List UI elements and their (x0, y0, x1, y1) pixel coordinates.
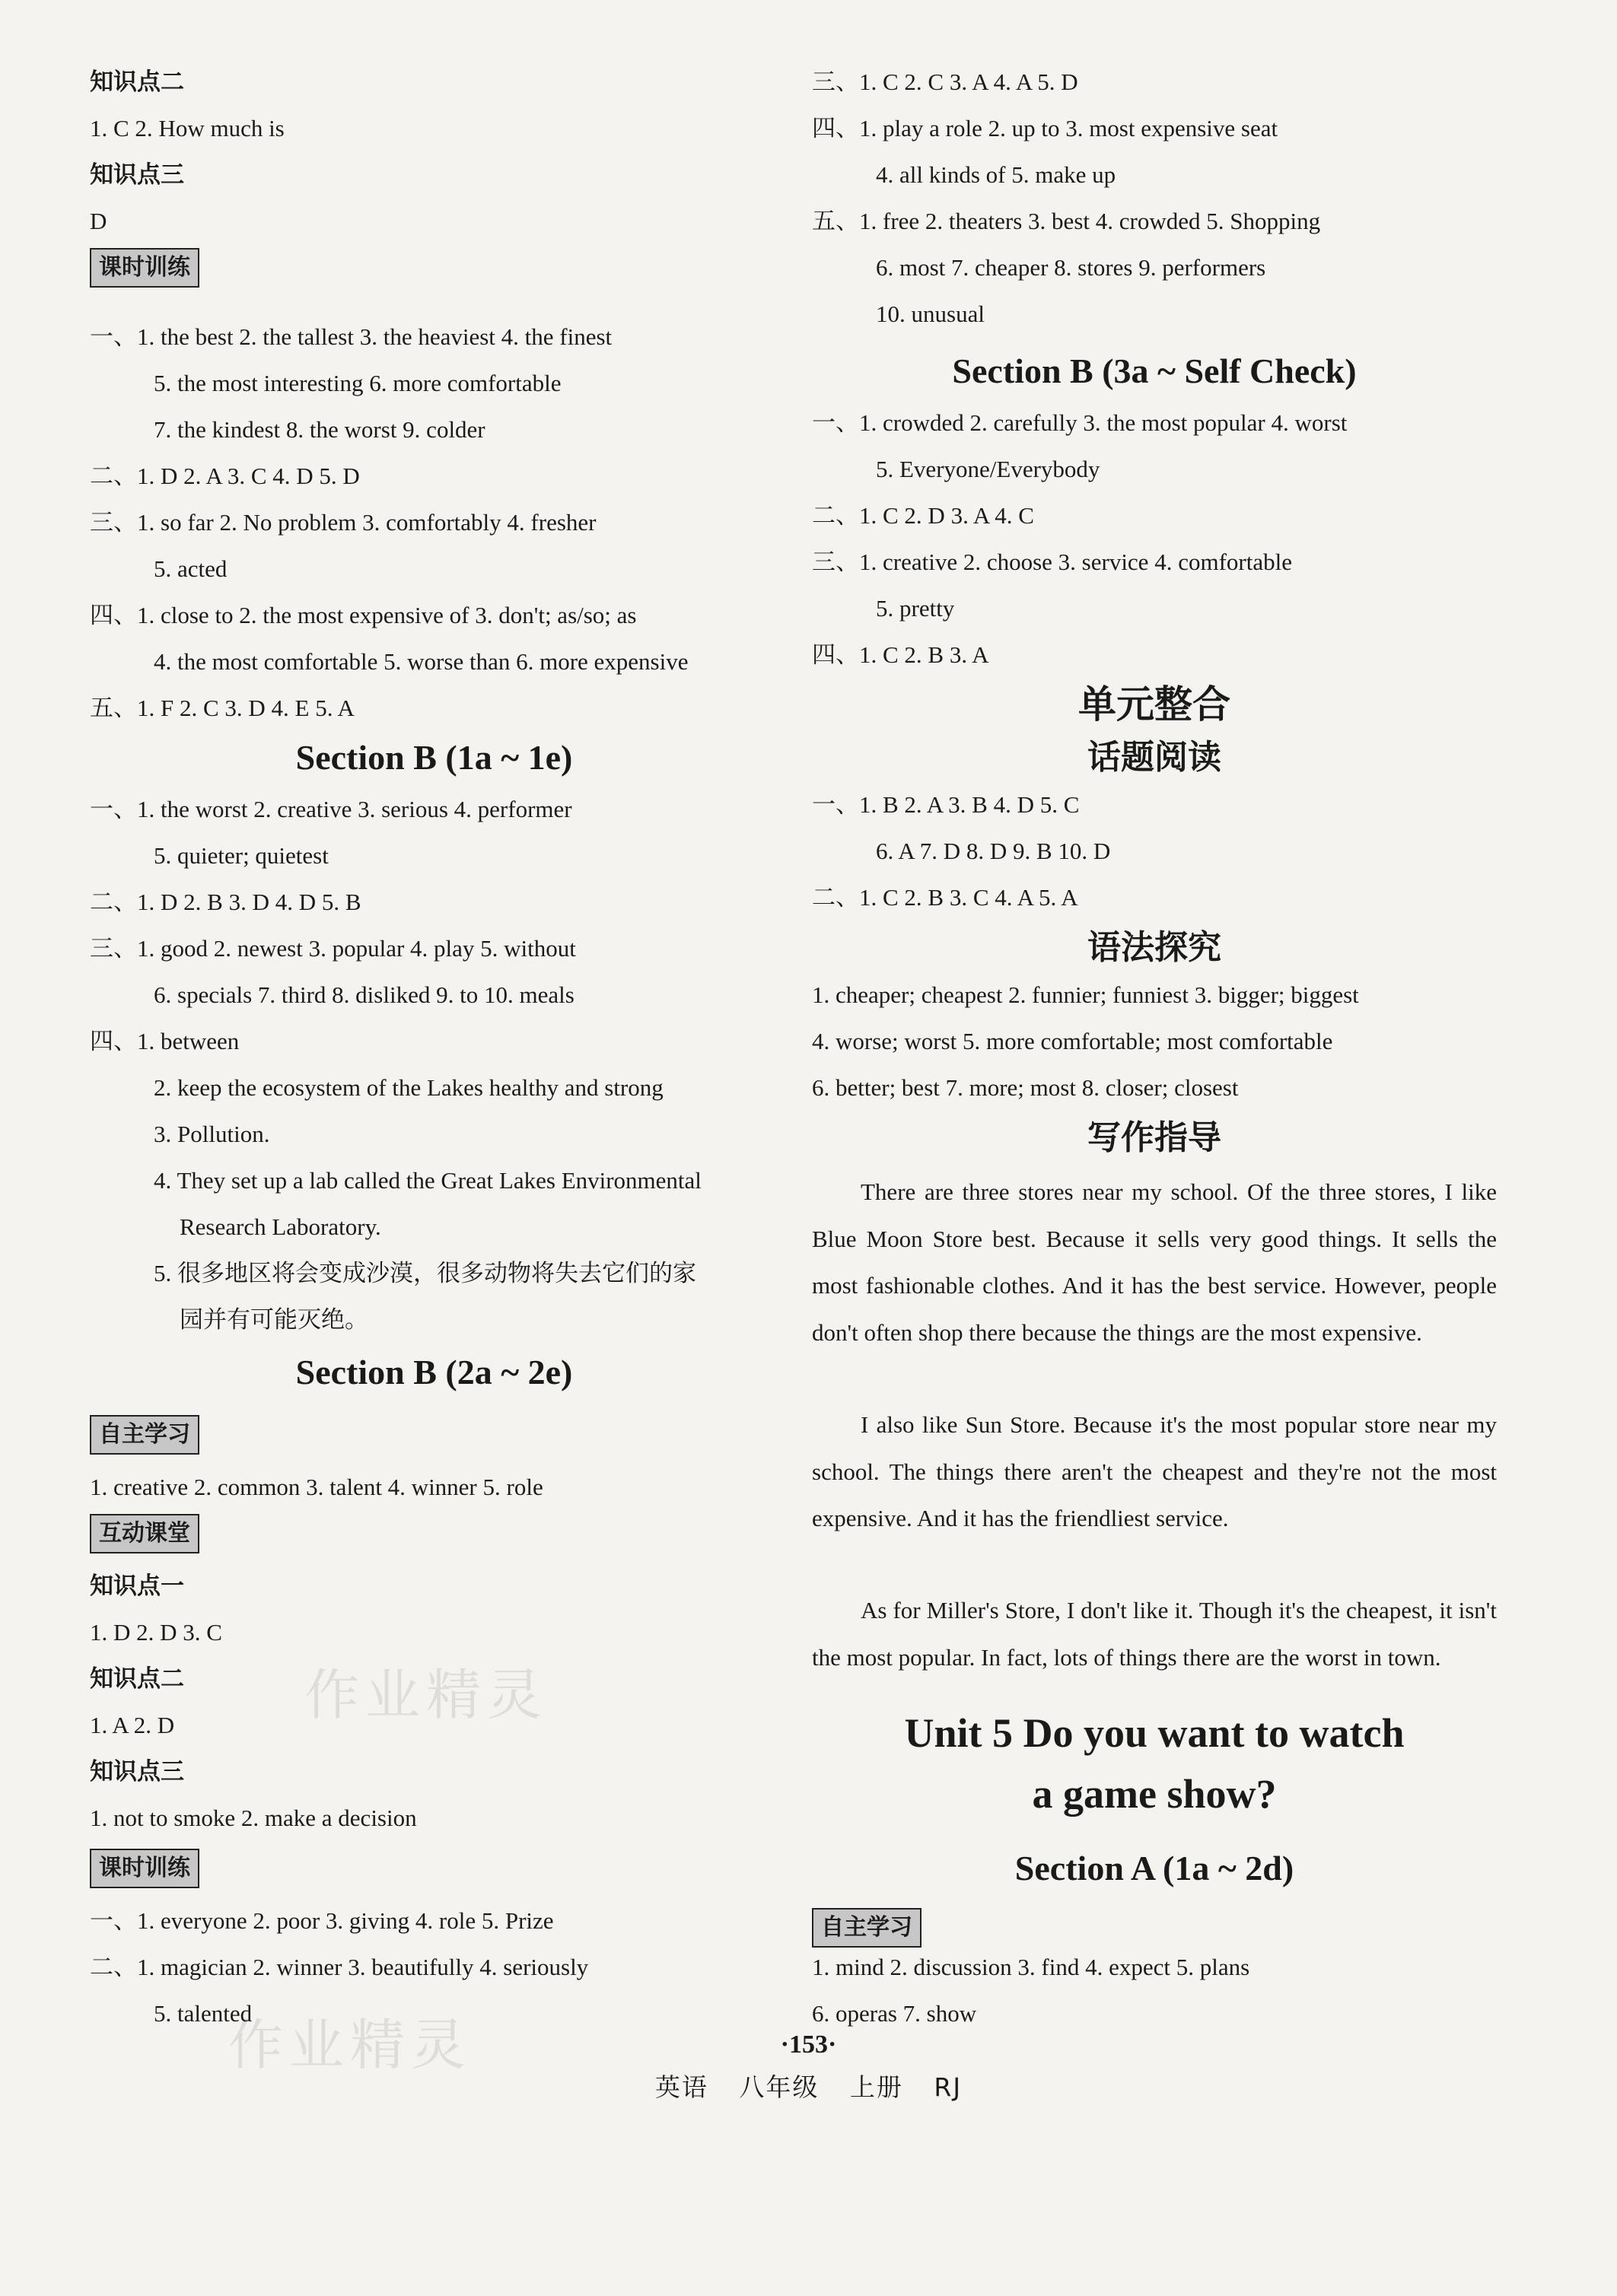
answer-line: 6. operas 7. show (812, 2000, 977, 2027)
unit-review-heading: 单元整合 (1078, 682, 1230, 727)
answer-line: 四、1. C 2. B 3. A (812, 641, 989, 668)
answer-line: 二、1. D 2. A 3. C 4. D 5. D (90, 463, 360, 489)
answer-line: 4. worse; worst 5. more comfortable; most comfortable (812, 1028, 1333, 1054)
answer-line: 四、1. between (90, 1028, 240, 1054)
answer-line: 4. the most comfortable 5. worse than 6. more expensive (154, 648, 689, 675)
answer-line: 一、1. everyone 2. poor 3. giving 4. role 5. Prize (90, 1907, 554, 1934)
answer-line: 三、1. good 2. newest 3. popular 4. play 5. without (90, 935, 576, 962)
answer-line: 4. all kinds of 5. make up (876, 161, 1116, 188)
section-heading: Section B (1a ~ 1e) (295, 738, 573, 777)
answer-line: 五、1. free 2. theaters 3. best 4. crowded 5. Shopping (812, 208, 1321, 234)
answer-line: 1. cheaper; cheapest 2. funnier; funniest 3. bigger; biggest (812, 981, 1359, 1008)
knowledge-point-heading: 知识点一 (90, 1573, 184, 1600)
answer-line: 6. better; best 7. more; most 8. closer; closest (812, 1074, 1239, 1101)
section-tag-lesson-training: 课时训练 (90, 1849, 199, 1888)
answer-line: Research Laboratory. (180, 1213, 381, 1240)
answer-line: 1. C 2. How much is (90, 115, 285, 142)
answer-line: 三、1. so far 2. No problem 3. comfortably 4. fresher (90, 509, 597, 536)
edition-label: RJ (934, 2072, 963, 2102)
section-tag-self-study: 自主学习 (812, 1908, 921, 1948)
watermark: 作业精灵 (228, 2013, 473, 2077)
unit-title: a game show? (1032, 1771, 1277, 1817)
answer-line: 一、1. the worst 2. creative 3. serious 4. performer (90, 796, 572, 822)
knowledge-point-heading: 知识点三 (90, 161, 184, 189)
answer-line: 6. A 7. D 8. D 9. B 10. D (876, 838, 1111, 864)
answer-line: 5. the most interesting 6. more comfortable (154, 370, 562, 396)
answer-line: 1. A 2. D (90, 1712, 175, 1738)
answer-line: 1. D 2. D 3. C (90, 1619, 222, 1646)
watermark: 作业精灵 (304, 1663, 549, 1727)
answer-line: 1. not to smoke 2. make a decision (90, 1805, 417, 1831)
section-tag-interactive-class: 互动课堂 (90, 1514, 199, 1553)
answer-line: 园并有可能灭绝。 (180, 1306, 368, 1333)
writing-guide-heading: 写作指导 (1087, 1118, 1221, 1157)
page-number: ·153· (780, 2030, 837, 2059)
section-heading: Section A (1a ~ 2d) (1014, 1849, 1294, 1887)
answer-line: 5. 很多地区将会变成沙漠，很多动物将失去它们的家 (154, 1260, 696, 1286)
grade-label: 八年级 (739, 2072, 820, 2102)
answer-line: 二、1. C 2. D 3. A 4. C (812, 502, 1034, 529)
section-heading: Section B (3a ~ Self Check) (952, 351, 1357, 390)
answer-line: 二、1. C 2. B 3. C 4. A 5. A (812, 884, 1078, 911)
unit-title: Unit 5 Do you want to watch (904, 1710, 1405, 1756)
knowledge-point-heading: 知识点二 (90, 68, 184, 96)
answer-line: D (90, 208, 107, 234)
knowledge-point-heading: 知识点三 (90, 1758, 184, 1786)
answer-line: 三、1. creative 2. choose 3. service 4. comfortable (812, 549, 1292, 575)
model-essay-paragraph: I also like Sun Store. Because it's the most popular store near my school. The things there aren't the cheapest and they're not the most expensive. And it has the friendliest service. (812, 1411, 1497, 1531)
model-essay-paragraph: As for Miller's Store, I don't like it. Though it's the cheapest, it isn't the most popular. In fact, lots of things there are the worst in town. (812, 1597, 1497, 1671)
answer-line: 6. most 7. cheaper 8. stores 9. performers (876, 254, 1266, 281)
grammar-heading: 语法探究 (1087, 928, 1221, 967)
answer-line: 4. They set up a lab called the Great Lakes Environmental (154, 1167, 702, 1194)
answer-line: 三、1. C 2. C 3. A 4. A 5. D (812, 68, 1078, 95)
answer-line: 四、1. close to 2. the most expensive of 3. don't; as/so; as (90, 602, 637, 628)
answer-line: 3. Pollution. (154, 1121, 270, 1147)
answer-line: 二、1. magician 2. winner 3. beautifully 4. seriously (90, 1954, 589, 1980)
model-essay-paragraph: There are three stores near my school. Of the three stores, I like Blue Moon Store best. Because it sells very good things. It sells the most fashionable clothes. And it has the best service. However, people don't often shop there because the things are the most expensive. (812, 1178, 1497, 1346)
answer-line: 5. Everyone/Everybody (876, 456, 1100, 482)
answer-line: 二、1. D 2. B 3. D 4. D 5. B (90, 889, 361, 915)
answer-line: 1. creative 2. common 3. talent 4. winner 5. role (90, 1474, 543, 1500)
answer-line: 1. mind 2. discussion 3. find 4. expect 5. plans (812, 1954, 1250, 1980)
book-info (0, 2068, 1617, 2104)
answer-line: 一、1. crowded 2. carefully 3. the most popular 4. worst (812, 409, 1348, 436)
subject-label: 英语 (654, 2072, 708, 2102)
answer-line: 四、1. play a role 2. up to 3. most expensive seat (812, 115, 1278, 142)
section-heading: Section B (2a ~ 2e) (295, 1353, 573, 1391)
answer-line: 一、1. the best 2. the tallest 3. the heaviest 4. the finest (90, 323, 613, 350)
answer-line: 5. quieter; quietest (154, 842, 329, 869)
answer-line: 五、1. F 2. C 3. D 4. E 5. A (90, 695, 355, 721)
topic-reading-heading: 话题阅读 (1087, 738, 1221, 777)
section-tag-lesson-training: 课时训练 (90, 248, 199, 288)
answer-line: 5. acted (154, 555, 228, 582)
volume-label: 上册 (849, 2072, 903, 2102)
answer-line: 5. pretty (876, 595, 955, 622)
section-tag-self-study: 自主学习 (90, 1415, 199, 1455)
answer-line: 7. the kindest 8. the worst 9. colder (154, 416, 485, 443)
answer-line: 5. talented (154, 2000, 253, 2027)
answer-line: 6. specials 7. third 8. disliked 9. to 10. meals (154, 981, 575, 1008)
knowledge-point-heading: 知识点二 (90, 1665, 184, 1693)
answer-line: 一、1. B 2. A 3. B 4. D 5. C (812, 791, 1080, 818)
answer-line: 10. unusual (876, 301, 985, 327)
answer-line: 2. keep the ecosystem of the Lakes healthy and strong (154, 1074, 664, 1101)
